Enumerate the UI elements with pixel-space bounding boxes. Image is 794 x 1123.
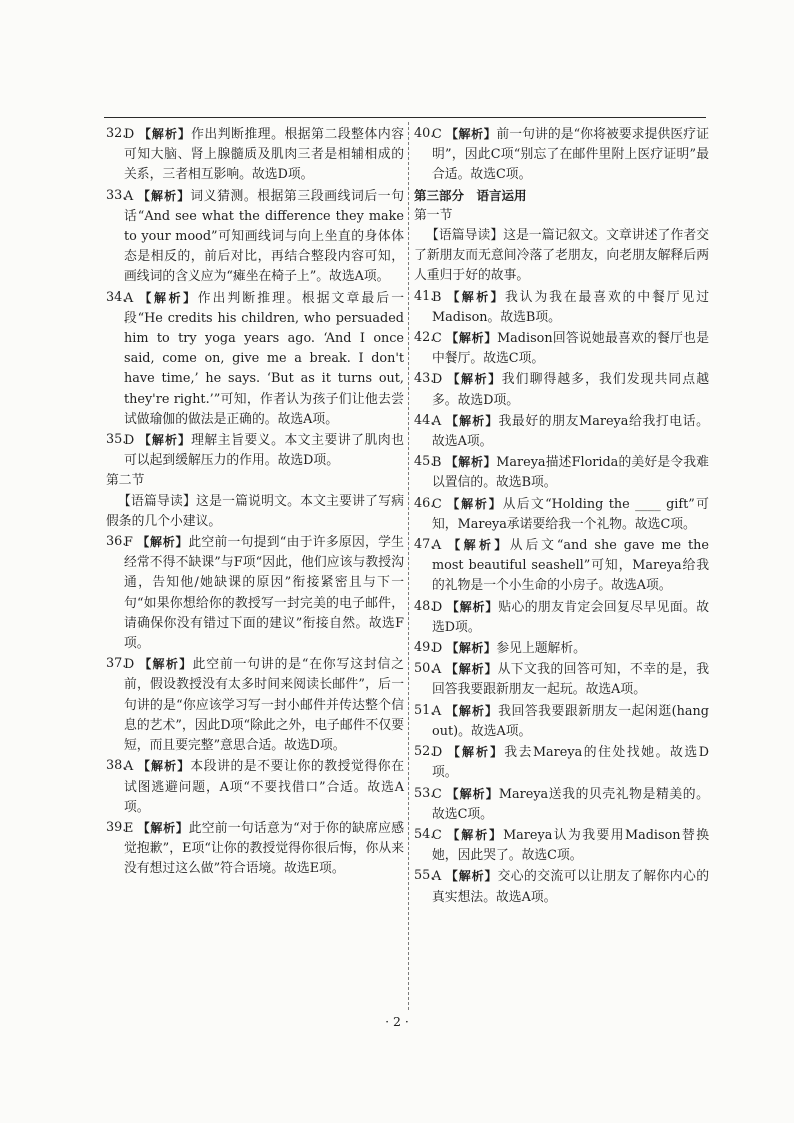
analysis-tag: 【解析】 (447, 372, 502, 387)
analysis-text: 我回答我要跟新朋友一起闲逛(hang out)。故选A项。 (432, 703, 709, 739)
answer-entry (414, 825, 709, 866)
answer-letter: A (124, 290, 134, 306)
analysis-tag: 【解析】 (448, 538, 510, 553)
section-title: 第二节 (106, 473, 145, 489)
left-entries-a (106, 124, 404, 471)
answer-letter: C (432, 496, 442, 512)
right-entries-b (414, 287, 709, 908)
analysis-tag: 【解析】 (445, 703, 499, 718)
question-number: 40. (414, 126, 435, 141)
analysis-text: 词义猜测。根据第三段画线词后一句话“And see what the difference they make to your mood”可知画线词与向上坐直的身体体态是相反的，前后对比，再结合整段内容可知，画线词的含义应为“瘫坐在椅子上”。故选A项。 (124, 188, 404, 285)
question-number: 50. (414, 661, 435, 677)
analysis-tag: 【解析】 (137, 188, 191, 203)
question-number: 36. (106, 534, 127, 550)
analysis-tag: 【解析】 (139, 290, 198, 305)
answer-entry (414, 452, 709, 493)
analysis-tag: 【解析】 (445, 662, 498, 677)
question-number: 47. (414, 537, 435, 553)
answer-letter: A (432, 662, 442, 678)
analysis-text: 从下文我的回答可知，不幸的是，我回答我要跟新朋友一起玩。故选A项。 (432, 662, 709, 698)
analysis-text: 从后文“and she gave me the most beautiful seashell”可知，Mareya给我的礼物是一个小生命的小房子。故选A项。 (432, 538, 709, 594)
analysis-tag: 【解析】 (447, 496, 503, 511)
analysis-tag: 【解析】 (137, 535, 189, 550)
analysis-tag: 【解析】 (447, 827, 504, 842)
analysis-tag: 【解析】 (446, 641, 497, 656)
answer-letter: D (432, 745, 443, 761)
answer-entry (414, 494, 709, 535)
answer-entry (414, 597, 709, 638)
answer-letter: D (432, 641, 443, 657)
answer-letter: A (124, 188, 134, 204)
question-number: 46. (414, 495, 435, 511)
analysis-text: 从后文“Holding the ____ gift”可知，Mareya承诺要给我一个礼物。故选C项。 (432, 496, 709, 532)
answer-letter: C (432, 331, 442, 347)
answer-entry (106, 124, 404, 186)
answer-letter: E (124, 820, 134, 836)
analysis-tag: 【解析】 (446, 599, 499, 614)
question-number: 38. (106, 758, 127, 774)
analysis-text: 本段讲的是不要让你的教授觉得你在试图逃避问题，A项“不要找借口”合适。故选A项。 (124, 759, 404, 815)
part-title: 第三部分 语言运用 (414, 187, 527, 203)
analysis-tag: 【解析】 (447, 745, 505, 760)
answer-entry (106, 654, 404, 756)
answer-entry (106, 756, 404, 818)
question-number: 35. (106, 432, 127, 448)
answer-letter: D (124, 127, 135, 142)
answer-letter: F (124, 535, 133, 551)
analysis-text: 我认为我在最喜欢的中餐厅见过Madison。故选B项。 (432, 289, 709, 325)
answer-letter: D (124, 657, 135, 673)
question-number: 43. (414, 371, 435, 387)
question-number: 51. (414, 702, 435, 718)
question-number: 34. (106, 289, 127, 305)
analysis-text: 我们聊得越多，我们发现共同点越多。故选D项。 (432, 372, 709, 408)
analysis-tag: 【解析】 (445, 413, 499, 428)
answer-entry (414, 701, 709, 742)
analysis-text: Mareya描述Florida的美好是令我难以置信的。故选B项。 (432, 455, 709, 491)
analysis-tag: 【解析】 (447, 289, 506, 304)
analysis-text: 我去Mareya的住处找她。故选D项。 (432, 745, 709, 781)
answer-entry (414, 866, 709, 907)
analysis-tag: 【解析】 (138, 127, 192, 141)
analysis-text: 理解主旨要义。本文主要讲了肌肉也可以起到缓解压力的作用。故选D项。 (124, 433, 404, 469)
section-intro: 【语篇导读】这是一篇记叙文。文章讲述了作者交了新朋友而无意间冷落了老朋友，向老朋友解释后两人重归于好的故事。 (414, 228, 709, 284)
answer-letter: D (432, 599, 443, 615)
analysis-tag: 【解析】 (445, 127, 497, 141)
question-number: 44. (414, 412, 435, 428)
question-number: 49. (414, 640, 435, 656)
analysis-text: 前一句讲的是“你将被要求提供医疗证明”，因此C项“别忘了在邮件里附上医疗证明”最合适。故选C项。 (432, 127, 709, 183)
analysis-text: Mareya送我的贝壳礼物是精美的。故选C项。 (432, 786, 709, 822)
answer-letter: B (432, 289, 442, 305)
analysis-text: 贴心的朋友肯定会回复尽早见面。故选D项。 (432, 599, 709, 635)
analysis-text: 参见上题解析。 (496, 641, 586, 657)
analysis-tag: 【解析】 (137, 759, 191, 774)
analysis-text: 我最好的朋友Mareya给我打电话。故选A项。 (432, 413, 709, 450)
analysis-text: 作出判断推理。根据文章最后一段“He credits his children, who persuaded him to try yoga years ago. ‘And I once said, come on, give me a break. I don't have time,’ he says. ‘But as it turns out, they're right.’”可知，作者认为孩子们让他去尝试做瑜伽的做法是正确的。故选A项。 (124, 290, 404, 427)
question-number: 42. (414, 330, 435, 346)
analysis-tag: 【解析】 (446, 786, 499, 801)
analysis-text: 作出判断推理。根据第二段整体内容可知大脑、肾上腺髓质及肌肉三者是相辅相成的关系，三者相互影响。故选D项。 (124, 127, 404, 183)
question-number: 48. (414, 598, 435, 614)
question-number: 52. (414, 744, 435, 760)
analysis-text: 此空前一句话意为“对于你的缺席应感觉抱歉”，E项“让你的教授觉得你很后悔，你从来没有想过这么做”符合语境。故选E项。 (124, 820, 404, 877)
answer-entry (414, 124, 709, 186)
analysis-tag: 【解析】 (445, 455, 497, 470)
analysis-tag: 【解析】 (137, 820, 189, 835)
section-intro: 【语篇导读】这是一篇说明文。本文主要讲了写病假条的几个小建议。 (106, 493, 404, 529)
answer-letter: D (124, 433, 135, 449)
question-number: 55. (414, 868, 435, 884)
question-number: 39. (106, 819, 127, 835)
header-rule (104, 117, 706, 118)
answer-entry (414, 328, 709, 369)
question-number: 45. (414, 454, 435, 470)
answer-entry (414, 287, 709, 328)
answer-letter: C (432, 786, 442, 802)
question-number: 32. (106, 126, 127, 141)
answer-letter: A (432, 703, 442, 719)
analysis-tag: 【解析】 (445, 869, 498, 884)
left-entries-b (106, 532, 404, 879)
analysis-text: 此空前一句提到“由于许多原因，学生经常不得不缺课”与F项“因此，他们应该与教授沟通，告知他/她缺课的原因”衔接紧密且与下一句“如果你想给你的教授写一封完美的电子邮件，请确保你没有错过下面的建议”衔接自然。故选F项。 (124, 535, 404, 652)
answer-entry (414, 659, 709, 700)
analysis-text: Mareya认为我要用Madison替换她，因此哭了。故选C项。 (432, 827, 709, 864)
answer-letter: A (432, 413, 442, 429)
answer-entry (414, 638, 709, 659)
answer-entry (414, 535, 709, 597)
answer-entry (414, 742, 709, 783)
answer-entry (106, 532, 404, 654)
answer-letter: A (432, 538, 442, 554)
answer-entry (414, 784, 709, 825)
answer-entry (414, 411, 709, 452)
right-column (414, 124, 709, 908)
page-number: · 2 · (385, 1014, 409, 1029)
analysis-text: 此空前一句讲的是“在你写这封信之前，假设教授没有太多时间来阅读长邮件”，后一句讲的是“你应该学习写一封小邮件并传达整个信息的艺术”，因此D项“除此之外，电子邮件不仅要短，而且要完整”意思合适。故选D项。 (124, 657, 404, 754)
answer-letter: C (432, 127, 442, 142)
analysis-text: 交心的交流可以让朋友了解你内心的真实想法。故选A项。 (432, 869, 709, 905)
question-number: 41. (414, 288, 435, 304)
answer-entry (106, 818, 404, 880)
analysis-tag: 【解析】 (138, 433, 192, 448)
answer-letter: A (124, 759, 134, 775)
answer-entry (106, 186, 404, 288)
question-number: 37. (106, 656, 127, 672)
right-entries-a (414, 124, 709, 186)
answer-entry (106, 288, 404, 430)
answer-letter: D (432, 372, 443, 388)
left-column (106, 124, 404, 880)
question-number: 53. (414, 785, 435, 801)
section-title: 第一节 (414, 207, 453, 223)
analysis-tag: 【解析】 (446, 331, 498, 346)
answer-letter: B (432, 455, 442, 471)
answer-entry (106, 430, 404, 471)
answer-letter: A (432, 869, 442, 885)
analysis-text: Madison回答说她最喜欢的餐厅也是中餐厅。故选C项。 (432, 331, 709, 367)
column-divider (408, 122, 409, 1010)
analysis-tag: 【解析】 (139, 657, 193, 672)
answer-letter: C (432, 827, 442, 843)
question-number: 54. (414, 826, 435, 842)
question-number: 33. (106, 187, 127, 203)
answer-entry (414, 369, 709, 410)
